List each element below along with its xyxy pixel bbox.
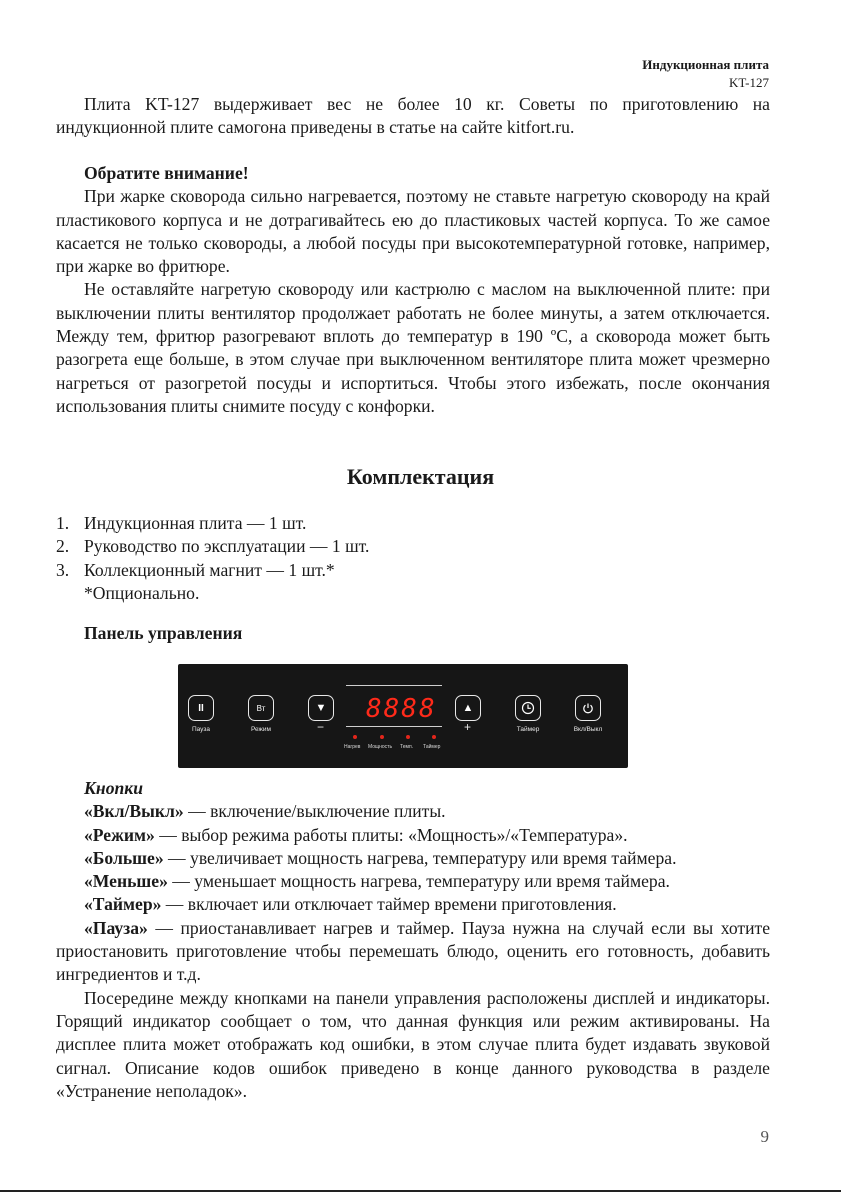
running-header — [642, 56, 769, 92]
notice-block — [56, 162, 770, 418]
display-bottom-line — [346, 726, 442, 727]
pause-button: II — [188, 695, 214, 721]
timer-led — [432, 735, 436, 739]
clock-icon — [521, 701, 535, 715]
less-label: − — [317, 720, 325, 734]
mode-button: Вт — [248, 695, 274, 721]
header-title: Индукционная плита — [642, 57, 769, 72]
list-item: 3. Коллекционный магнит — 1 шт.* — [56, 559, 335, 580]
more-label: + — [464, 720, 472, 734]
mode-label: Режим — [250, 726, 272, 733]
timer-button — [515, 695, 541, 721]
power-button — [575, 695, 601, 721]
list-item: «Таймер» — включает или отключает таймер времени приготовления. — [84, 894, 617, 915]
control-panel-image — [178, 664, 628, 768]
list-item: 1. Индукционная плита — 1 шт. — [56, 513, 307, 533]
page-number: 9 — [760, 1127, 769, 1146]
kit-list-block — [56, 512, 770, 605]
power-icon — [581, 701, 595, 715]
intro-paragraph: Плита KT-127 выдерживает вес не более 10 кг. Советы по приготовлению на индукционной плите самогона приведены в статье на сайте kitfort.ru. — [56, 94, 770, 138]
heat-led — [353, 735, 357, 739]
less-button: ▼ — [308, 695, 334, 721]
temp-led — [406, 735, 410, 739]
list-item: «Вкл/Выкл» — включение/выключение плиты. — [84, 801, 446, 822]
display-digits: 8888 — [366, 694, 437, 724]
kit-list — [56, 512, 770, 605]
panel-heading-block — [56, 622, 770, 645]
kit-note: *Опционально. — [84, 582, 200, 603]
power-led — [380, 735, 384, 739]
pause-label: Пауза — [191, 726, 211, 733]
bottom-rule — [0, 1190, 841, 1192]
indicator-label: Таймер — [423, 744, 441, 750]
buttons-heading: Кнопки — [84, 778, 143, 798]
notice-paragraph-1: При жарке сковорода сильно нагревается, поэтому не ставьте нагретую сковороду на край пластикового корпуса и не дотрагивайтесь ею до пластиковых частей корпуса. То же самое касается не только сковороды, а любой посуды при высокотемпературной готовке, например, при жарке во фритюре. — [56, 186, 770, 277]
notice-heading: Обратите внимание! — [84, 163, 249, 183]
more-button: ▲ — [455, 695, 481, 721]
indicator-label: Темп. — [400, 744, 414, 750]
buttons-description-block — [56, 777, 770, 1103]
list-item: 2. Руководство по эксплуатации — 1 шт. — [56, 536, 370, 557]
list-item: «Пауза» — приостанавливает нагрев и таймер. Пауза нужна на случай если вы хотите приостановить приготовление чтобы перемешать блюдо, оценить его готовность, добавить ингредиентов и т.д. — [56, 917, 770, 985]
panel-heading: Панель управления — [84, 623, 243, 643]
list-item: «Больше» — увеличивает мощность нагрева, температуру или время таймера. — [84, 847, 677, 868]
power-label: Вкл/Выкл — [573, 726, 603, 733]
indicator-label: Нагрев — [344, 744, 361, 750]
closing-paragraph: Посередине между кнопками на панели управления расположены дисплей и индикаторы. Горящий индикатор сообщает о том, что данная функция или режим активированы. На дисплее плита может отображать код ошибки, в этом случае плита будет издавать звуковой сигнал. Описание кодов ошибок приведено в конце данного руководства в разделе «Устранение неполадок». — [56, 987, 770, 1101]
intro-block — [56, 93, 770, 140]
list-item: «Меньше» — уменьшает мощность нагрева, температуру или время таймера. — [84, 871, 670, 892]
kit-title: Комплектация — [346, 464, 495, 489]
list-item: «Режим» — выбор режима работы плиты: «Мощность»/«Температура». — [84, 824, 628, 845]
header-model: KT-127 — [729, 75, 769, 90]
notice-paragraph-2: Не оставляйте нагретую сковороду или кастрюлю с маслом на выключенной плите: при выключении плиты вентилятор продолжает работать не более минуты, а затем отключается. Между тем, фритюр разогревают вплоть до температур в 190 ºC, а сковорода может быть разогрета еще больше, в этом случае при выключенном вентиляторе плита может чрезмерно нагреться от разогретой посуды и испортиться. Чтобы этого избежать, после окончания использования плиты снимите посуду с конфорки. — [56, 279, 770, 416]
display-top-line — [346, 685, 442, 686]
indicator-label: Мощность — [368, 744, 393, 750]
timer-label: Таймер — [516, 726, 540, 733]
